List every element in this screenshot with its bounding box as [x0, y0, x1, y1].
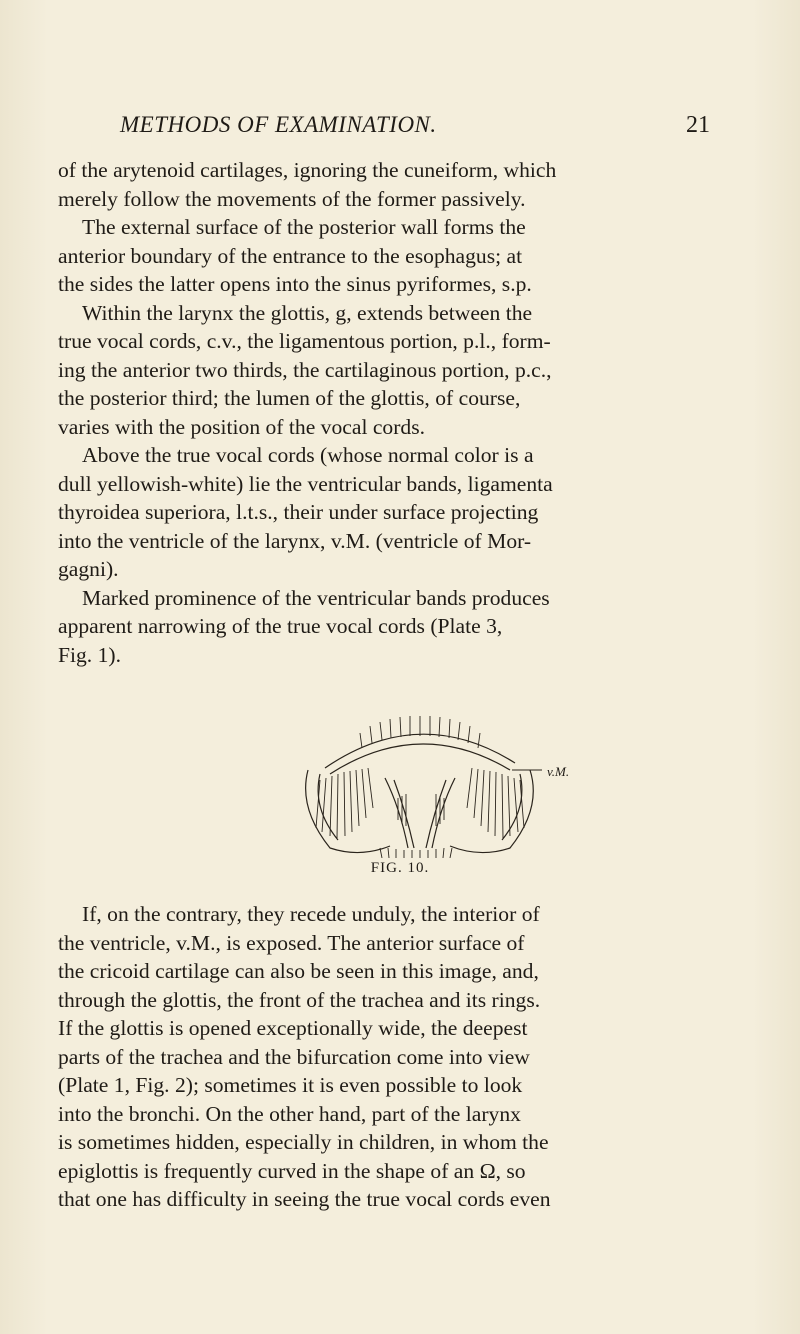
text-line: of the arytenoid cartilages, ignoring the cuneiform, which [58, 158, 557, 182]
running-title: METHODS OF EXAMINATION. [120, 112, 437, 137]
page-number: 21 [686, 112, 710, 138]
laryngoscopic-figure [290, 708, 550, 858]
text-line: anterior boundary of the entrance to the esophagus; at [58, 243, 523, 268]
text-line: ing the anterior two thirds, the cartilaginous portion, p.c., [58, 357, 552, 382]
text-line: (Plate 1, Fig. 2); sometimes it is even possible to look [58, 1073, 523, 1097]
text-line: thyroidea superiora, l.t.s., their under surface projecting [58, 500, 539, 524]
body-text-top [58, 156, 718, 669]
text-line: apparent narrowing of the true vocal cords (Plate 3, [58, 614, 503, 638]
text-line: that one has difficulty in seeing the true vocal cords even [58, 1187, 551, 1211]
text-line: Within the larynx the glottis, g, extends between the [82, 300, 533, 325]
text-line: parts of the trachea and the bifurcation come into view [58, 1044, 530, 1069]
text-line: gagni). [58, 557, 119, 581]
text-line: The external surface of the posterior wall forms the [82, 215, 526, 239]
running-head [120, 112, 710, 146]
epiglottis-arch [325, 734, 515, 768]
text-line: varies with the position of the vocal cords. [58, 414, 426, 439]
text-line: into the bronchi. On the other hand, part of the larynx [58, 1101, 521, 1126]
text-line: If the glottis is opened exceptionally wide, the deepest [58, 1016, 528, 1040]
text-line: merely follow the movements of the former passively. [58, 186, 526, 211]
text-line: through the glottis, the front of the trachea and its rings. [58, 987, 541, 1012]
text-line: If, on the contrary, they recede unduly, the interior of [82, 902, 540, 926]
text-line: the posterior third; the lumen of the glottis, of course, [58, 386, 521, 410]
text-line: epiglottis is frequently curved in the shape of an Ω, so [58, 1158, 526, 1183]
body-text-bottom [58, 900, 718, 1214]
text-line: Above the true vocal cords (whose normal color is a [82, 443, 534, 467]
text-line: Fig. 1). [58, 642, 121, 667]
figure-caption: FIG. 10. [370, 860, 430, 876]
text-line: dull yellowish-white) lie the ventricular bands, ligamenta [58, 471, 553, 496]
figure-label-vM: v.M. [547, 764, 570, 779]
text-line: Marked prominence of the ventricular bands produces [82, 585, 550, 610]
text-line: is sometimes hidden, especially in children, in whom the [58, 1130, 549, 1154]
text-line: the cricoid cartilage can also be seen in this image, and, [58, 959, 539, 983]
text-line: the sides the latter opens into the sinus pyriformes, s.p. [58, 272, 532, 296]
text-line: true vocal cords, c.v., the ligamentous portion, p.l., form- [58, 329, 551, 353]
text-line: the ventricle, v.M., is exposed. The anterior surface of [58, 930, 525, 955]
text-line: into the ventricle of the larynx, v.M. (ventricle of Mor- [58, 528, 532, 553]
